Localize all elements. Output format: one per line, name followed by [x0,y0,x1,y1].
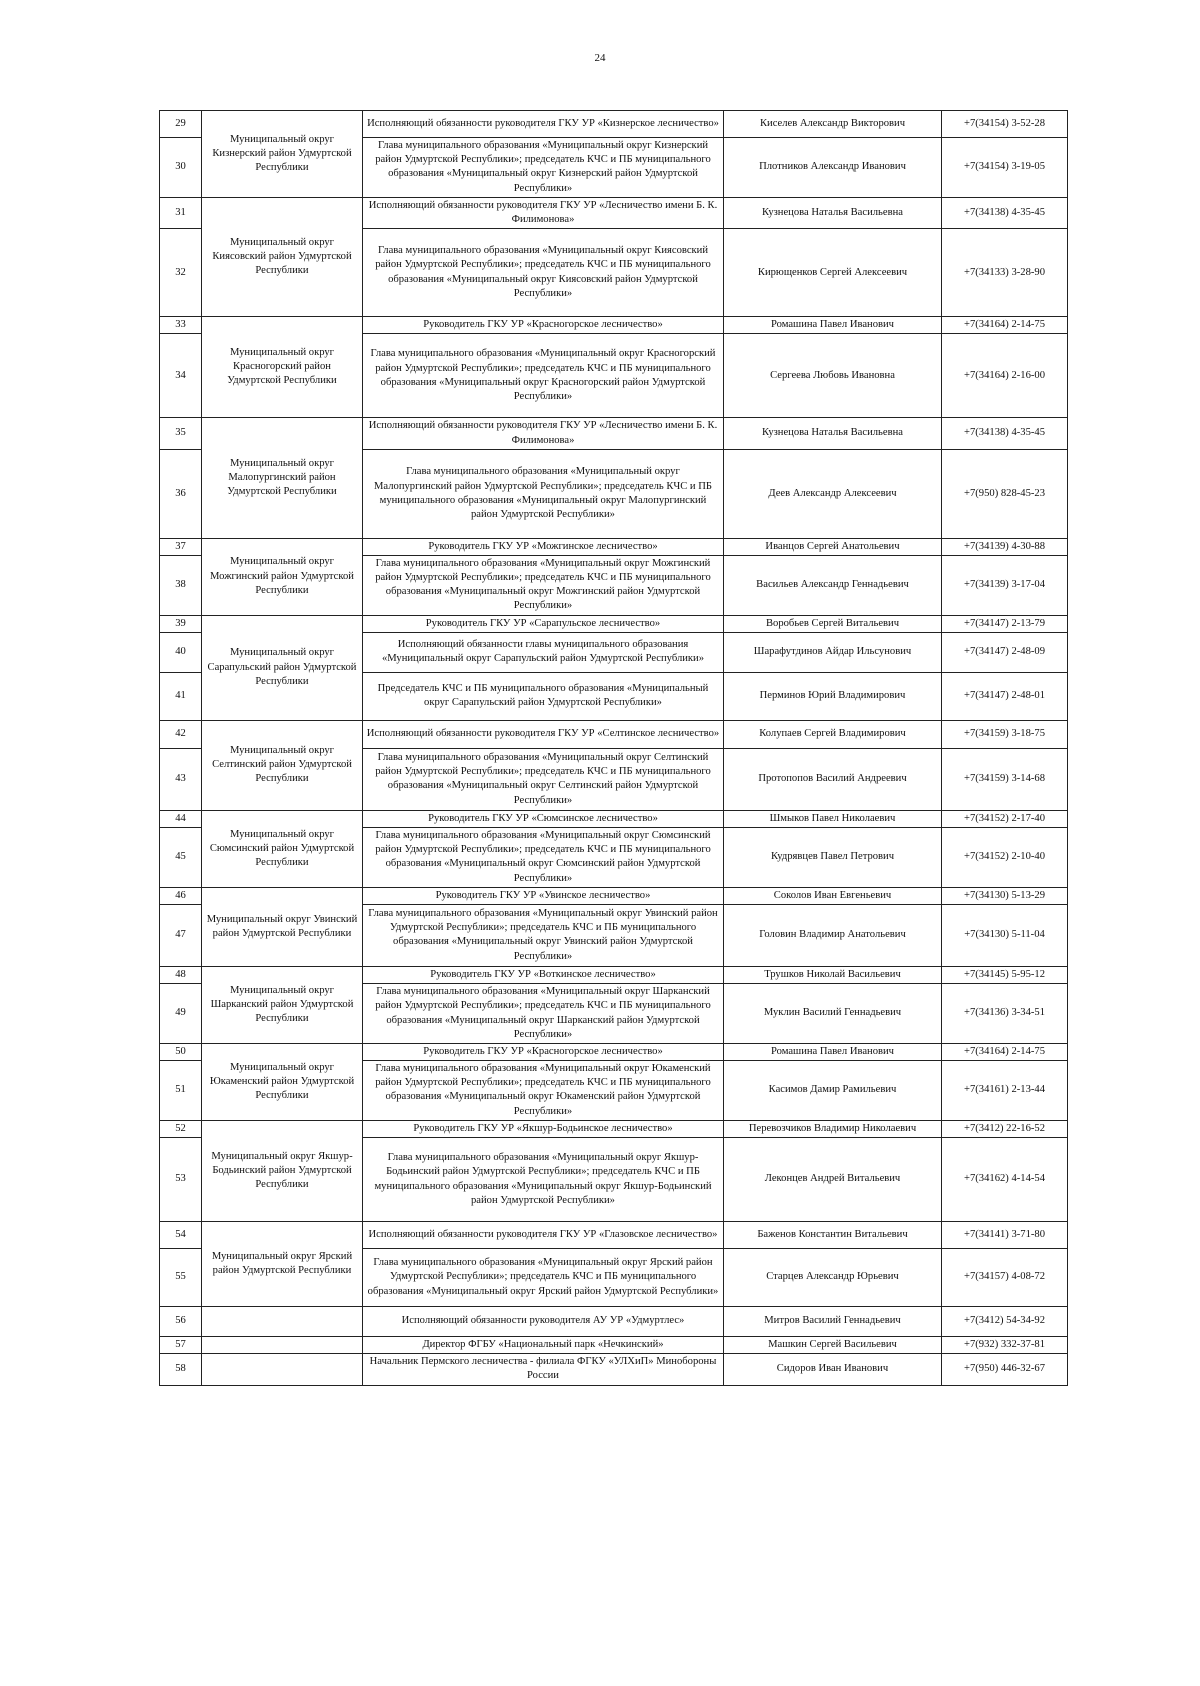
position-cell: Глава муниципального образования «Муниципальный округ Шарканский район Удмуртской Республики»; председатель КЧС и ПБ муниципального образования «Муниципальный округ Шарканский район Удмуртской Республики» [363,984,724,1044]
position-cell: Исполняющий обязанности руководителя ГКУ УР «Селтинское лесничество» [363,720,724,748]
position-cell: Руководитель ГКУ УР «Сарапульское лесничество» [363,615,724,632]
person-name-cell: Ромашина Павел Иванович [724,317,942,334]
municipality-cell: Муниципальный округ Шарканский район Удмуртской Республики [202,966,363,1043]
phone-cell: +7(34164) 2-16-00 [942,334,1068,418]
table-row [160,887,1068,904]
person-name-cell: Ромашина Павел Иванович [724,1043,942,1060]
position-cell: Исполняющий обязанности руководителя АУ УР «Удмуртлес» [363,1307,724,1337]
row-number: 57 [160,1337,202,1354]
contacts-table-body [160,111,1068,1386]
phone-cell: +7(34139) 4-30-88 [942,538,1068,555]
person-name-cell: Протопопов Василий Андреевич [724,748,942,810]
person-name-cell: Плотников Александр Иванович [724,138,942,198]
row-number: 35 [160,418,202,449]
municipality-cell [202,1307,363,1337]
person-name-cell: Муклин Василий Геннадьевич [724,984,942,1044]
row-number: 56 [160,1307,202,1337]
phone-cell: +7(34154) 3-19-05 [942,138,1068,198]
row-number: 52 [160,1120,202,1137]
municipality-cell: Муниципальный округ Якшур-Бодьинский район Удмуртской Республики [202,1120,363,1221]
phone-cell: +7(34162) 4-14-54 [942,1138,1068,1222]
municipality-cell: Муниципальный округ Можгинский район Удмуртской Республики [202,538,363,615]
position-cell: Глава муниципального образования «Муниципальный округ Красногорский район Удмуртской Республики»; председатель КЧС и ПБ муниципального образования «Муниципальный округ Красногорский район Удмуртской Республики» [363,334,724,418]
position-cell: Исполняющий обязанности главы муниципального образования «Муниципальный округ Сарапульский район Удмуртской Республики» [363,632,724,672]
row-number: 53 [160,1138,202,1222]
phone-cell: +7(34141) 3-71-80 [942,1222,1068,1249]
person-name-cell: Трушков Николай Васильевич [724,966,942,983]
row-number: 41 [160,672,202,720]
position-cell: Председатель КЧС и ПБ муниципального образования «Муниципальный округ Сарапульский район Удмуртской Республики» [363,672,724,720]
position-cell: Руководитель ГКУ УР «Увинское лесничество» [363,887,724,904]
person-name-cell: Перминов Юрий Владимирович [724,672,942,720]
phone-cell: +7(34159) 3-14-68 [942,748,1068,810]
person-name-cell: Шмыков Павел Николаевич [724,810,942,827]
page-number: 24 [594,52,606,64]
phone-cell: +7(34157) 4-08-72 [942,1249,1068,1307]
municipality-cell: Муниципальный округ Сюмсинский район Удмуртской Республики [202,810,363,887]
contacts-table [159,110,1068,1386]
position-cell: Глава муниципального образования «Муниципальный округ Киясовский район Удмуртской Республики»; председатель КЧС и ПБ муниципального образования «Муниципальный округ Киясовский район Удмуртской Республики» [363,229,724,317]
municipality-cell: Муниципальный округ Киясовский район Удмуртской Республики [202,197,363,316]
position-cell: Руководитель ГКУ УР «Красногорское лесничество» [363,1043,724,1060]
phone-cell: +7(34152) 2-17-40 [942,810,1068,827]
person-name-cell: Головин Владимир Анатольевич [724,904,942,966]
person-name-cell: Сидоров Иван Иванович [724,1354,942,1385]
table-row [160,1043,1068,1060]
position-cell: Руководитель ГКУ УР «Сюмсинское лесничество» [363,810,724,827]
phone-cell: +7(34147) 2-48-09 [942,632,1068,672]
row-number: 39 [160,615,202,632]
person-name-cell: Баженов Константин Витальевич [724,1222,942,1249]
position-cell: Глава муниципального образования «Муниципальный округ Кизнерский район Удмуртской Республики»; председатель КЧС и ПБ муниципального образования «Муниципальный округ Кизнерский район Удмуртской Республики» [363,138,724,198]
row-number: 38 [160,555,202,615]
position-cell: Исполняющий обязанности руководителя ГКУ УР «Глазовское лесничество» [363,1222,724,1249]
table-row [160,1120,1068,1137]
phone-cell: +7(3412) 54-34-92 [942,1307,1068,1337]
phone-cell: +7(34138) 4-35-45 [942,418,1068,449]
phone-cell: +7(34159) 3-18-75 [942,720,1068,748]
municipality-cell: Муниципальный округ Увинский район Удмуртской Республики [202,887,363,966]
row-number: 29 [160,111,202,138]
row-number: 47 [160,904,202,966]
row-number: 36 [160,449,202,538]
municipality-cell: Муниципальный округ Малопургинский район Удмуртской Республики [202,418,363,538]
person-name-cell: Деев Александр Алексеевич [724,449,942,538]
row-number: 58 [160,1354,202,1385]
phone-cell: +7(932) 332-37-81 [942,1337,1068,1354]
row-number: 34 [160,334,202,418]
phone-cell: +7(34152) 2-10-40 [942,828,1068,888]
table-row [160,966,1068,983]
position-cell: Глава муниципального образования «Муниципальный округ Ярский район Удмуртской Республики»; председатель КЧС и ПБ муниципального образования «Муниципальный округ Ярский район Удмуртской Республики» [363,1249,724,1307]
person-name-cell: Воробьев Сергей Витальевич [724,615,942,632]
position-cell: Руководитель ГКУ УР «Воткинское лесничество» [363,966,724,983]
person-name-cell: Машкин Сергей Васильевич [724,1337,942,1354]
row-number: 45 [160,828,202,888]
person-name-cell: Кузнецова Наталья Васильевна [724,197,942,228]
row-number: 49 [160,984,202,1044]
position-cell: Руководитель ГКУ УР «Красногорское лесничество» [363,317,724,334]
position-cell: Глава муниципального образования «Муниципальный округ Малопургинский район Удмуртской Республики»; председатель КЧС и ПБ муниципального образования «Муниципальный округ Малопургинский район Удмуртской Республики» [363,449,724,538]
table-row [160,615,1068,632]
table-row [160,1307,1068,1337]
position-cell: Глава муниципального образования «Муниципальный округ Сюмсинский район Удмуртской Республики»; председатель КЧС и ПБ муниципального образования «Муниципальный округ Сюмсинский район Удмуртской Республики» [363,828,724,888]
person-name-cell: Колупаев Сергей Владимирович [724,720,942,748]
phone-cell: +7(34147) 2-13-79 [942,615,1068,632]
table-row [160,720,1068,748]
row-number: 55 [160,1249,202,1307]
person-name-cell: Леконцев Андрей Витальевич [724,1138,942,1222]
table-row [160,1337,1068,1354]
phone-cell: +7(3412) 22-16-52 [942,1120,1068,1137]
table-row [160,418,1068,449]
position-cell: Глава муниципального образования «Муниципальный округ Увинский район Удмуртской Республики»; председатель КЧС и ПБ муниципального образования «Муниципальный округ Увинский район Удмуртской Республики» [363,904,724,966]
municipality-cell: Муниципальный округ Ярский район Удмуртской Республики [202,1222,363,1307]
phone-cell: +7(34154) 3-52-28 [942,111,1068,138]
person-name-cell: Соколов Иван Евгеньевич [724,887,942,904]
person-name-cell: Митров Василий Геннадьевич [724,1307,942,1337]
row-number: 32 [160,229,202,317]
phone-cell: +7(34133) 3-28-90 [942,229,1068,317]
row-number: 54 [160,1222,202,1249]
row-number: 33 [160,317,202,334]
municipality-cell: Муниципальный округ Красногорский район Удмуртской Республики [202,317,363,418]
row-number: 48 [160,966,202,983]
table-row [160,538,1068,555]
position-cell: Начальник Пермского лесничества - филиала ФГКУ «УЛХиП» Минобороны России [363,1354,724,1385]
row-number: 44 [160,810,202,827]
row-number: 31 [160,197,202,228]
row-number: 30 [160,138,202,198]
phone-cell: +7(34147) 2-48-01 [942,672,1068,720]
municipality-cell: Муниципальный округ Юкаменский район Удмуртской Республики [202,1043,363,1120]
table-row [160,1354,1068,1385]
person-name-cell: Старцев Александр Юрьевич [724,1249,942,1307]
person-name-cell: Васильев Александр Геннадьевич [724,555,942,615]
position-cell: Глава муниципального образования «Муниципальный округ Якшур-Бодьинский район Удмуртской Республики»; председатель КЧС и ПБ муниципального образования «Муниципальный округ Якшур-Бодьинский район Удмуртской Республики» [363,1138,724,1222]
person-name-cell: Кузнецова Наталья Васильевна [724,418,942,449]
phone-cell: +7(34138) 4-35-45 [942,197,1068,228]
phone-cell: +7(34139) 3-17-04 [942,555,1068,615]
table-row [160,317,1068,334]
person-name-cell: Иванцов Сергей Анатольевич [724,538,942,555]
position-cell: Руководитель ГКУ УР «Можгинское лесничество» [363,538,724,555]
person-name-cell: Шарафутдинов Айдар Ильсунович [724,632,942,672]
municipality-cell [202,1354,363,1385]
person-name-cell: Перевозчиков Владимир Николаевич [724,1120,942,1137]
position-cell: Глава муниципального образования «Муниципальный округ Селтинский район Удмуртской Республики»; председатель КЧС и ПБ муниципального образования «Муниципальный округ Селтинский район Удмуртской Республики» [363,748,724,810]
phone-cell: +7(34145) 5-95-12 [942,966,1068,983]
row-number: 37 [160,538,202,555]
table-row [160,197,1068,228]
position-cell: Руководитель ГКУ УР «Якшур-Бодьинское лесничество» [363,1120,724,1137]
phone-cell: +7(34164) 2-14-75 [942,1043,1068,1060]
table-row [160,810,1068,827]
row-number: 43 [160,748,202,810]
position-cell: Исполняющий обязанности руководителя ГКУ УР «Лесничество имени Б. К. Филимонова» [363,418,724,449]
row-number: 46 [160,887,202,904]
row-number: 40 [160,632,202,672]
position-cell: Глава муниципального образования «Муниципальный округ Юкаменский район Удмуртской Республики»; председатель КЧС и ПБ муниципального образования «Муниципальный округ Юкаменский район Удмуртской Республики» [363,1061,724,1121]
row-number: 42 [160,720,202,748]
phone-cell: +7(34161) 2-13-44 [942,1061,1068,1121]
phone-cell: +7(34164) 2-14-75 [942,317,1068,334]
phone-cell: +7(34130) 5-11-04 [942,904,1068,966]
person-name-cell: Сергеева Любовь Ивановна [724,334,942,418]
municipality-cell: Муниципальный округ Кизнерский район Удмуртской Республики [202,111,363,198]
row-number: 50 [160,1043,202,1060]
position-cell: Глава муниципального образования «Муниципальный округ Можгинский район Удмуртской Республики»; председатель КЧС и ПБ муниципального образования «Муниципальный округ Можгинский район Удмуртской Республики» [363,555,724,615]
position-cell: Исполняющий обязанности руководителя ГКУ УР «Лесничество имени Б. К. Филимонова» [363,197,724,228]
person-name-cell: Кирющенков Сергей Алексеевич [724,229,942,317]
phone-cell: +7(34136) 3-34-51 [942,984,1068,1044]
position-cell: Исполняющий обязанности руководителя ГКУ УР «Кизнерское лесничество» [363,111,724,138]
person-name-cell: Касимов Дамир Рамильевич [724,1061,942,1121]
table-row [160,1222,1068,1249]
person-name-cell: Кудрявцев Павел Петрович [724,828,942,888]
municipality-cell [202,1337,363,1354]
row-number: 51 [160,1061,202,1121]
phone-cell: +7(950) 828-45-23 [942,449,1068,538]
position-cell: Директор ФГБУ «Национальный парк «Нечкинский» [363,1337,724,1354]
municipality-cell: Муниципальный округ Сарапульский район Удмуртской Республики [202,615,363,720]
phone-cell: +7(34130) 5-13-29 [942,887,1068,904]
phone-cell: +7(950) 446-32-67 [942,1354,1068,1385]
person-name-cell: Киселев Александр Викторович [724,111,942,138]
table-row [160,111,1068,138]
municipality-cell: Муниципальный округ Селтинский район Удмуртской Республики [202,720,363,810]
